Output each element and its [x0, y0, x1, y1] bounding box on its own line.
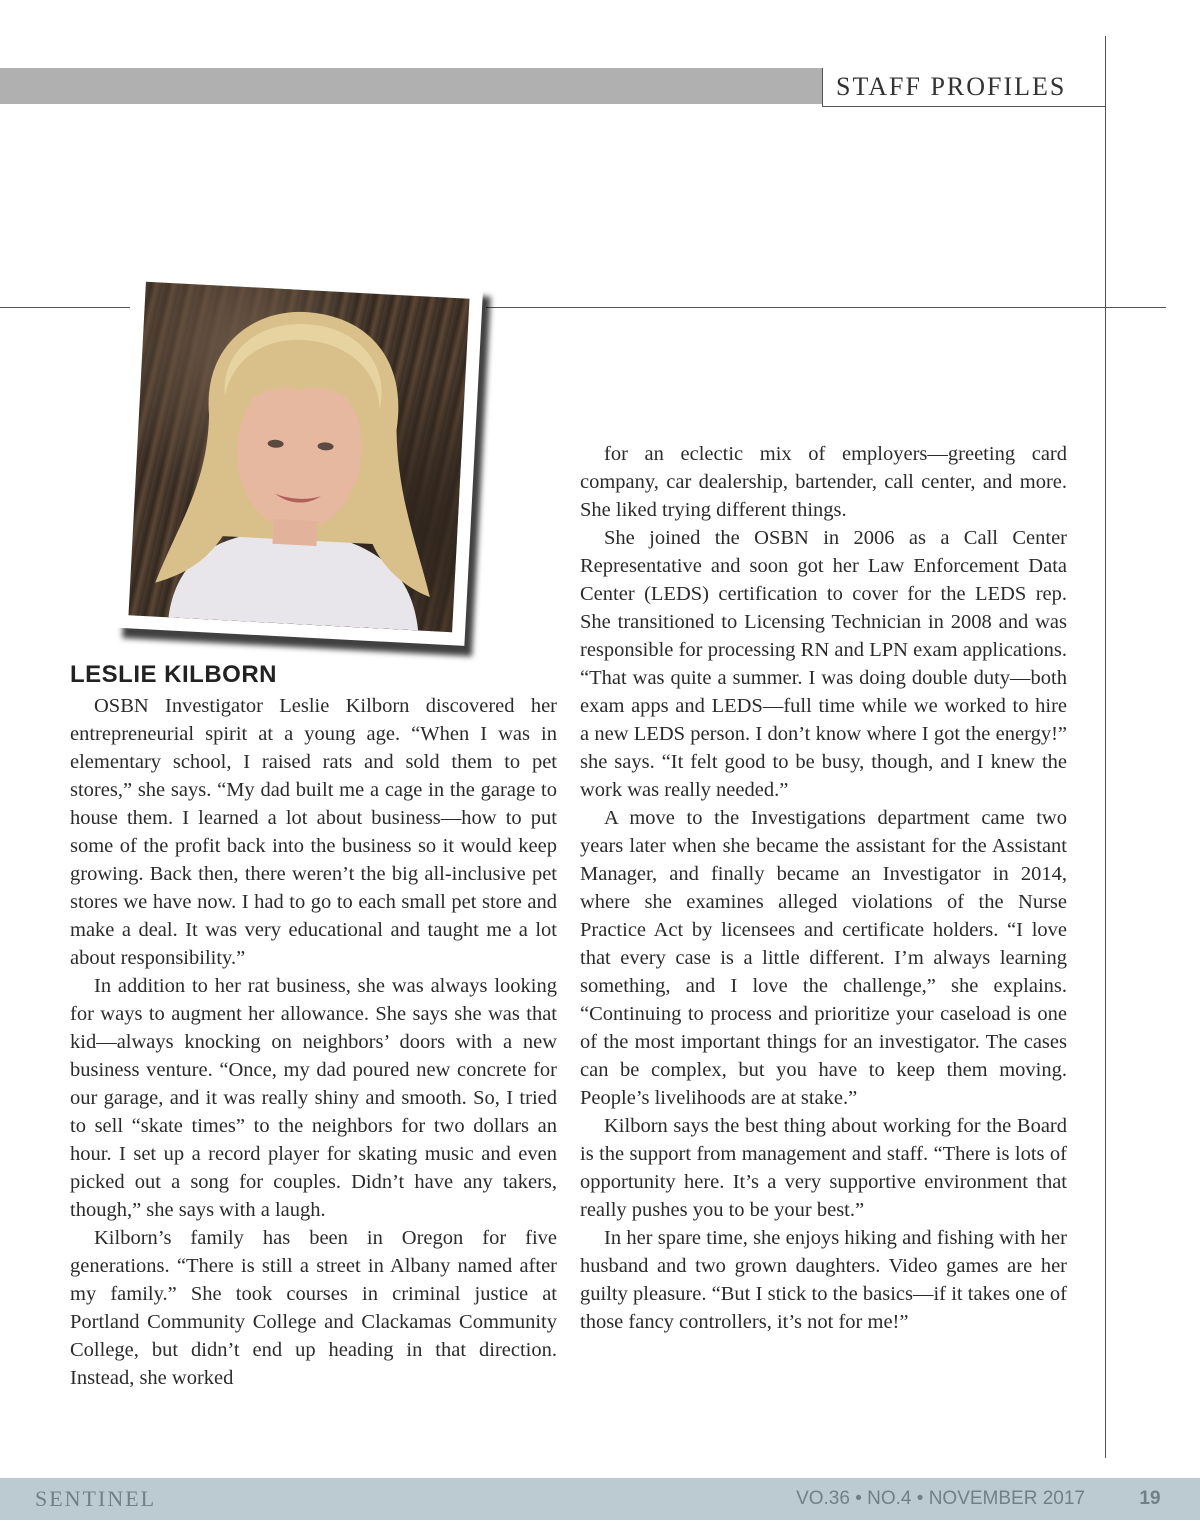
header-divider: [822, 68, 823, 107]
paragraph: In her spare time, she enjoys hiking and fishing with her husband and two grown daughters. Video games are her guilty pleasure. “But I stick to the basics—if it takes one of those fancy controllers, it’s not for me!”: [580, 1227, 1067, 1333]
footer-issue-info: VO.36 • NO.4 • NOVEMBER 2017: [796, 1488, 1085, 1509]
article-column-right: [580, 440, 1067, 1336]
paragraph: She joined the OSBN in 2006 as a Call Center Representative and soon got her Law Enforcement Data Center (LEDS) certification to cover for the LEDS rep. She transitioned to Licensing Technician in 2008 and was responsible for processing RN and LPN exam applications. “That was quite a summer. I was doing double duty—both exam apps and LEDS—full time while we worked to hire a new LEDS person. I don’t know where I got the energy!” she says. “It felt good to be busy, though, and I knew the work was really needed.”: [580, 527, 1067, 801]
paragraph: Kilborn’s family has been in Oregon for five generations. “There is still a street in Albany named after my family.” She took courses in criminal justice at Portland Community College and Clackamas Community College, but didn’t end up heading in that direction. Instead, she worked: [70, 1227, 557, 1389]
right-margin-rule: [1105, 36, 1106, 1458]
section-title: STAFF PROFILES: [836, 72, 1067, 101]
paragraph-continuation: for an eclectic mix of employers—greeting card company, car dealership, bartender, call center, and more. She liked trying different things.: [580, 443, 1067, 521]
paragraph: OSBN Investigator Leslie Kilborn discovered her entrepreneurial spirit at a young age. “When I was in elementary school, I raised rats and sold them to pet stores,” she says. “My dad built me a cage in the garage to house them. I learned a lot about business—how to put some of the profit back into the business so it would keep growing. Back then, there weren’t the big all-inclusive pet stores we have now. I had to go to each small pet store and make a deal. It was very educational and taught me a lot about responsibility.”: [70, 695, 557, 969]
paragraph: Kilborn says the best thing about working for the Board is the support from management and staff. “There is lots of opportunity here. It’s a very supportive environment that really pushes you to be your best.”: [580, 1115, 1067, 1221]
article-column-left: [70, 692, 557, 1392]
profile-photo: [128, 282, 469, 632]
header-rule: [822, 106, 1106, 107]
paragraph: A move to the Investigations department came two years later when she became the assistant for the Assistant Manager, and finally became an Investigator in 2014, where she examines alleged violations of the Nurse Practice Act by licensees and certificate holders. “I love that every case is a little different. I’m always learning something, and I love the challenge,” she explains. “Continuing to process and prioritize your caseload is one of the most important things for an investigator. The cases can be complex, but you have to keep them moving. People’s livelihoods are at stake.”: [580, 807, 1067, 1109]
profile-name: LESLIE KILBORN: [70, 661, 278, 688]
portrait-illustration: [128, 282, 469, 632]
horizontal-rule-left: [0, 307, 130, 308]
paragraph: In addition to her rat business, she was always looking for ways to augment her allowance. She says she was that kid—always knocking on neighbors’ doors with a new business venture. “Once, my dad poured new concrete for our garage, and it was really shiny and smooth. So, I tried to sell “skate times” to the neighbors for two dollars an hour. I set up a record player for skating music and even picked out a song for couples. Didn’t have any takers, though,” she says with a laugh.: [70, 975, 557, 1221]
profile-photo-frame: [115, 268, 483, 646]
horizontal-rule-right: [486, 307, 1166, 308]
page-number: 19: [1139, 1488, 1161, 1509]
header-bar: [0, 68, 822, 104]
footer-magazine-name: SENTINEL: [35, 1486, 157, 1511]
